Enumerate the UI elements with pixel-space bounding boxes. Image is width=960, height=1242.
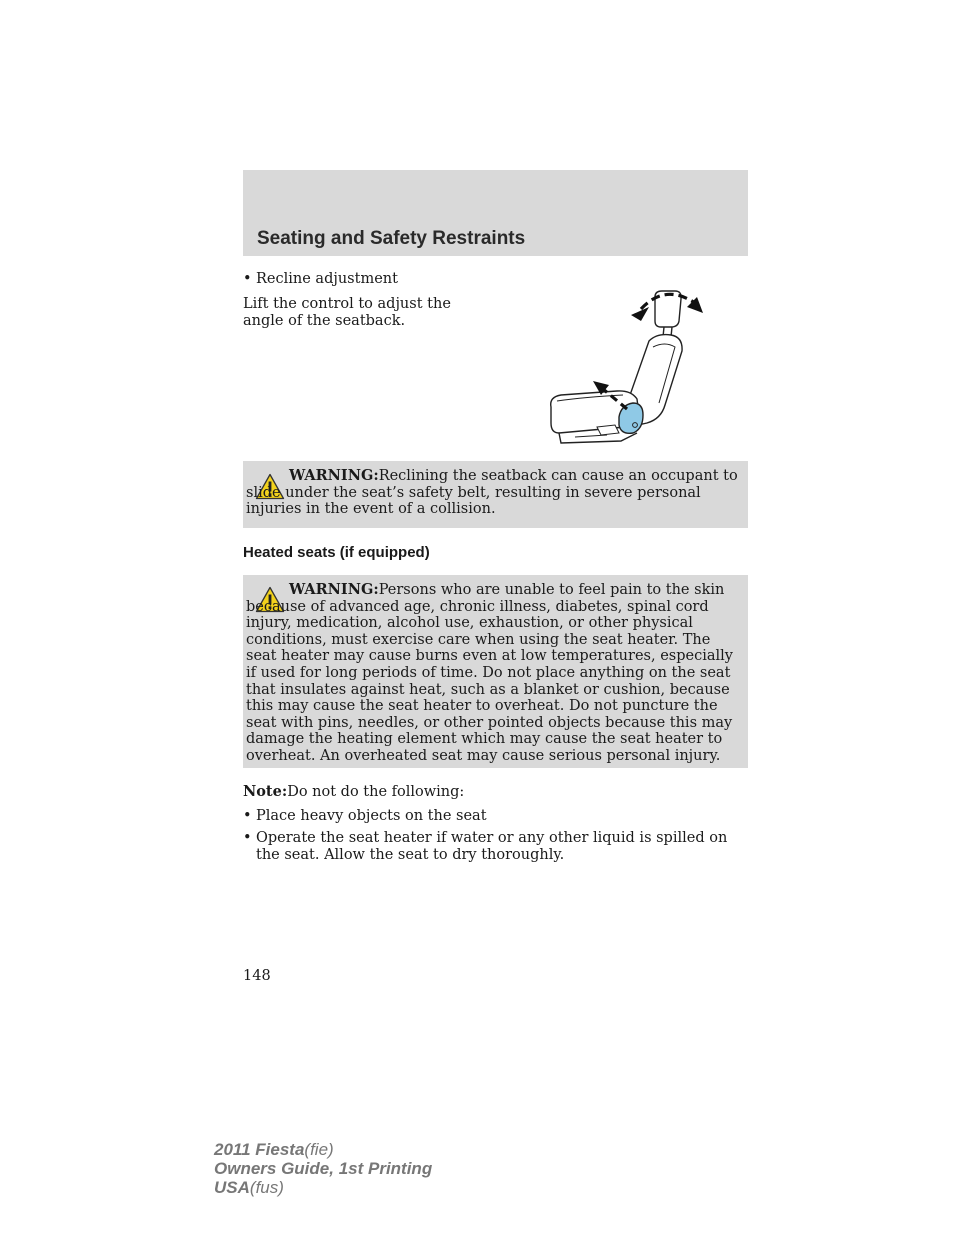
warning-body: Reclining the seatback can cause an occupant to slide under the seat’s safety belt, resulting in severe personal injuries in the event of a collision. (246, 468, 738, 518)
bullet-recline-adjustment (243, 271, 543, 289)
footer-market: USA (214, 1178, 250, 1197)
note-label: Note: (243, 783, 288, 800)
warning-text-recline (246, 468, 738, 518)
warning-label: WARNING: (289, 581, 379, 598)
bullet-text: Operate the seat heater if water or any other liquid is spilled on the seat. Allow the seat to dry thoroughly. (256, 830, 728, 863)
warning-box-heated-seats (243, 575, 748, 768)
footer-market-code: (fus) (249, 1178, 284, 1197)
bullet-text: Place heavy objects on the seat (256, 808, 487, 824)
footer-edition: Owners Guide, 1st Printing (214, 1159, 433, 1178)
warning-text-heated-seats (246, 582, 738, 765)
note-text: Do not do the following: (287, 784, 465, 800)
section-header-band (243, 170, 748, 256)
warning-label: WARNING: (289, 467, 379, 484)
recline-instructions: Lift the control to adjust the angle of the seatback. (243, 296, 451, 329)
seat-recline-illustration (545, 277, 725, 452)
list-item (243, 808, 748, 826)
page-number: 148 (243, 968, 271, 984)
section-title: Seating and Safety Restraints (257, 228, 526, 249)
bullet-dot: • (243, 830, 252, 846)
warning-box-recline (243, 461, 748, 528)
list-item (243, 830, 748, 870)
bullet-text: Recline adjustment (256, 271, 398, 287)
note-paragraph (243, 783, 748, 801)
print-footer (214, 1140, 432, 1197)
warning-body: Persons who are unable to feel pain to the skin because of advanced age, chronic illness, diabetes, spinal cord injury, medication, alcohol use, exhaustion, or other physical conditions, must exercise care when using the seat heater. The seat heater may cause burns even at low temperatures, especially if used for long periods of time. Do not place anything on the seat that insulates against heat, such as a blanket or cushion, because this may cause the seat heater to overheat. Do not puncture the seat with pins, needles, or other pointed objects because this may damage the heating element which may cause the seat heater to overheat. An overheated seat may cause serious personal injury. (246, 582, 733, 764)
bullet-dot: • (243, 271, 252, 287)
heated-seats-heading: Heated seats (if equipped) (243, 544, 430, 561)
footer-model-code: (fie) (304, 1140, 334, 1159)
footer-model: 2011 Fiesta (214, 1140, 305, 1159)
bullet-dot: • (243, 808, 252, 824)
